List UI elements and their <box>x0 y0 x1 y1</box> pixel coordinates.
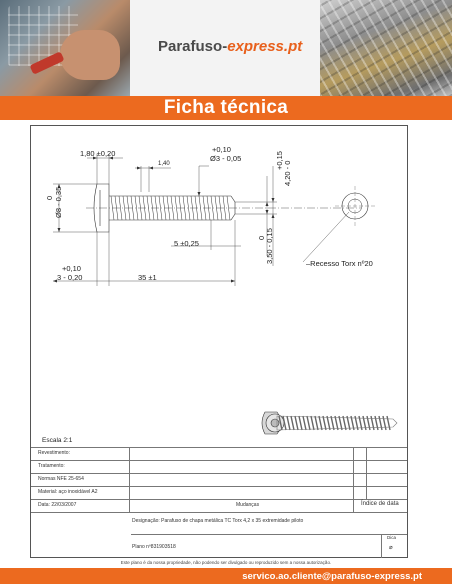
legal-notice: Este plano é da nossa propriedade, não podendo ser divulgado ou reproduzido sem a nossa autorização. <box>120 560 332 565</box>
dim-thread: 4,20 - 0 <box>283 160 292 186</box>
dim-head-dia: Ø8 - 0,35 <box>54 186 63 218</box>
header-banner <box>0 0 452 96</box>
tb-plano: Plano nº831903518 <box>132 544 176 550</box>
tb-vline-4 <box>381 534 382 558</box>
tb-revestimento: Revestimento: <box>38 450 70 456</box>
thumbnail-thread-line <box>311 416 314 430</box>
footer-email-link[interactable]: servico.ao.cliente@parafuso-express.pt <box>242 571 422 582</box>
thumbnail-thread-line <box>295 416 298 430</box>
tb-tratamento: Tratamento: <box>38 463 65 469</box>
tb-material: Material: aço inoxidável A2 <box>38 489 98 495</box>
thumbnail-thread-line <box>371 416 374 430</box>
dim-head-offset: 1,80 ±0,20 <box>80 149 116 158</box>
thumbnail-thread-line <box>327 416 330 430</box>
thumbnail-thread-line <box>331 416 334 430</box>
technical-drawing <box>31 126 407 438</box>
dim-length: 35 ±1 <box>138 273 157 282</box>
thumbnail-thread-line <box>339 416 342 430</box>
dim-thread-length: 5 ±0,25 <box>174 239 199 248</box>
tb-vline-1 <box>129 447 130 512</box>
thumbnail-thread-line <box>291 416 294 430</box>
thumbnail-thread-line <box>319 416 322 430</box>
thumbnail-thread-line <box>343 416 346 430</box>
tb-mudancas: Mudanças <box>236 502 260 508</box>
screws-pile-image <box>320 0 452 96</box>
dim-head-height: 3 - 0,20 <box>57 273 83 282</box>
tb-row-2 <box>31 460 407 461</box>
tb-data: Data: 22/03/2007 <box>38 502 77 508</box>
brand-logo <box>158 38 302 55</box>
tb-row-7 <box>131 534 407 535</box>
dim-head-dia-zero: 0 <box>45 195 54 200</box>
tb-vline-3 <box>366 447 367 499</box>
tb-vline-2 <box>353 447 354 512</box>
dim-head-height-tolerance: +0,10 <box>62 264 81 273</box>
brand-name-part2: express.pt <box>227 38 303 55</box>
tb-row-6 <box>31 512 407 513</box>
thumbnail-thread-line <box>307 416 310 430</box>
dim-shank-tolerance: +0,10 <box>212 145 231 154</box>
tb-dica-symbol: ⌀ <box>389 545 393 551</box>
brand-name-part1: Parafuso- <box>158 38 228 55</box>
thumbnail-thread-line <box>387 416 390 430</box>
footer-bar <box>0 568 452 584</box>
page-title: Ficha técnica <box>163 97 289 118</box>
thumbnail-thread-line <box>379 416 382 430</box>
tb-normas: Normas NFE 25-654 <box>38 476 84 482</box>
dim-shank: Ø3 - 0,05 <box>210 154 242 163</box>
thread-line <box>147 196 150 220</box>
thread-line <box>199 196 202 220</box>
tb-row-4 <box>31 486 407 487</box>
dim-core-zero: 0 <box>257 235 266 240</box>
tb-row-1 <box>31 447 407 448</box>
hand-image <box>60 30 120 80</box>
workshop-photo <box>0 0 130 96</box>
thumbnail-thread-line <box>335 416 338 430</box>
recess-label-text: Recesso Torx nº20 <box>310 259 373 268</box>
tb-indice: Índice de data <box>361 501 399 507</box>
dim-tip-tolerance: +0,15 <box>275 151 284 170</box>
recess-leader <box>303 212 349 262</box>
thumbnail-thread-line <box>287 416 290 430</box>
screws-photo <box>320 0 452 96</box>
title-bar <box>0 96 452 120</box>
thumbnail-thread-line <box>383 416 386 430</box>
tb-row-5 <box>31 499 407 500</box>
dim-small: 1,40 <box>158 161 170 167</box>
thumbnail-thread-line <box>299 416 302 430</box>
scale-label: Escala 2:1 <box>42 437 73 444</box>
recess-label: –Recesso Torx nº20 <box>306 259 373 268</box>
thumbnail-thread-line <box>315 416 318 430</box>
tb-dica-label: Dica <box>387 535 397 540</box>
dim-core: 3,50 - 0,15 <box>265 228 274 264</box>
tb-row-3 <box>31 473 407 474</box>
thumbnail-thread-line <box>323 416 326 430</box>
tb-designacao: Designação: Parafuso de chapa metálica TC Torx 4,2 x 35 extremidade piloto <box>132 518 304 524</box>
thumbnail-thread-line <box>303 416 306 430</box>
thumbnail-thread-line <box>375 416 378 430</box>
